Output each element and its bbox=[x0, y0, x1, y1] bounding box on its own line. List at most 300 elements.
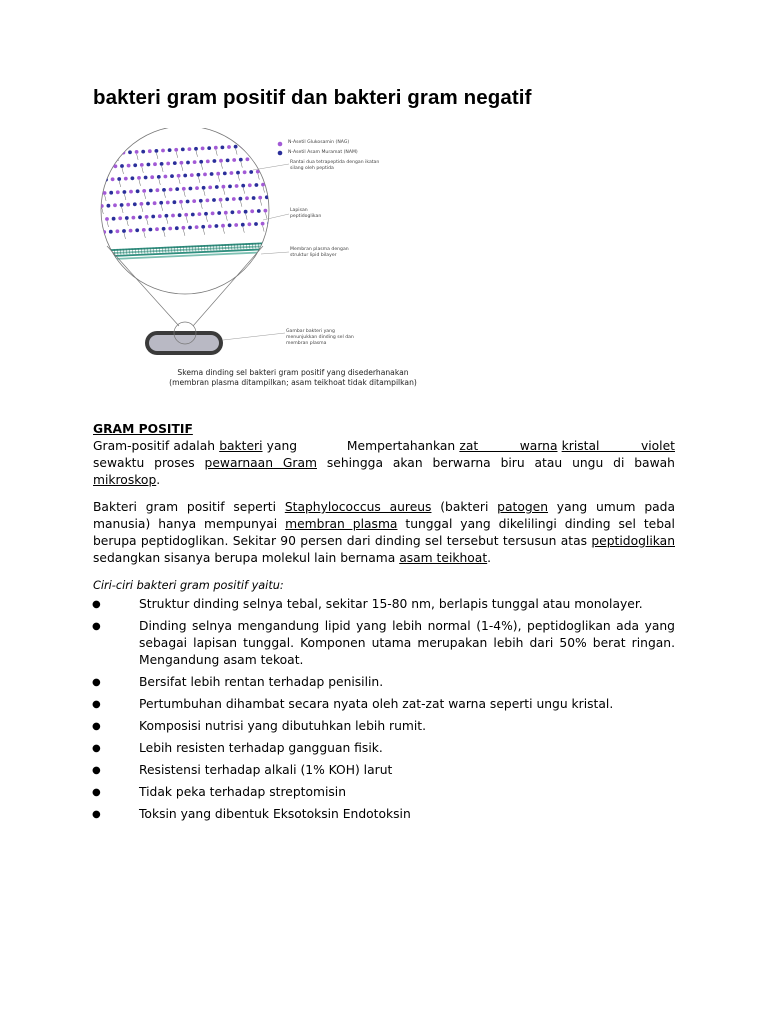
bullet-dot: ● bbox=[92, 765, 101, 776]
peptide-crosslink bbox=[223, 189, 225, 195]
sugar-unit bbox=[158, 214, 162, 218]
sugar-unit bbox=[247, 144, 251, 148]
p2-text-g: tunggal yang dikelilingi dinding sel tebal berupa peptidoglikan. Sekitar 90 persen dari dinding sel tersebut tersusun atas bbox=[93, 517, 675, 548]
sugar-unit bbox=[148, 149, 152, 153]
sugar-unit bbox=[113, 203, 117, 207]
sugar-unit bbox=[217, 211, 221, 215]
legend-rantai-label-1: Rantai dua tetrapeptida dengan ikatan bbox=[290, 160, 380, 165]
sugar-unit bbox=[221, 224, 225, 228]
cell-wall-figure bbox=[93, 128, 433, 396]
sugar-unit bbox=[155, 227, 159, 231]
sugar-unit bbox=[264, 209, 268, 213]
sugar-unit bbox=[157, 175, 161, 179]
list-item bbox=[93, 596, 675, 613]
sugar-unit bbox=[213, 159, 217, 163]
peptide-crosslink bbox=[246, 214, 248, 220]
peptide-crosslink bbox=[102, 169, 104, 175]
nam-legend-marker bbox=[278, 151, 283, 156]
membran-label-1: Membran plasma dengan bbox=[290, 247, 349, 252]
sugar-unit bbox=[117, 177, 121, 181]
list-item bbox=[93, 784, 675, 801]
sugar-unit bbox=[219, 198, 223, 202]
sugar-unit bbox=[183, 174, 187, 178]
peptide-crosslink bbox=[184, 191, 186, 197]
peptide-crosslink bbox=[144, 232, 146, 238]
sugar-unit bbox=[252, 196, 256, 200]
article-content bbox=[93, 421, 675, 828]
sugar-unit bbox=[149, 228, 153, 232]
peptide-crosslink bbox=[240, 201, 242, 207]
sugar-unit bbox=[263, 169, 267, 173]
sugar-unit bbox=[241, 184, 245, 188]
sugar-unit bbox=[188, 147, 192, 151]
sugar-unit bbox=[194, 147, 198, 151]
sugar-unit bbox=[129, 229, 133, 233]
list-item bbox=[93, 618, 675, 669]
peptide-crosslink bbox=[216, 150, 218, 156]
bacterium-inner bbox=[149, 335, 219, 351]
peptide-crosslink bbox=[124, 194, 126, 200]
sugar-unit bbox=[231, 210, 235, 214]
sugar-unit bbox=[258, 196, 262, 200]
sugar-unit bbox=[208, 186, 212, 190]
sugar-unit bbox=[224, 211, 228, 215]
sugar-unit bbox=[146, 202, 150, 206]
sugar-unit bbox=[239, 197, 243, 201]
peptide-crosslink bbox=[196, 151, 198, 157]
sugar-unit bbox=[201, 225, 205, 229]
sugar-unit bbox=[112, 217, 116, 221]
peptide-crosslink bbox=[243, 227, 245, 233]
sugar-unit bbox=[260, 143, 264, 147]
peptide-crosslink bbox=[223, 228, 225, 234]
section-heading: GRAM POSITIF bbox=[93, 422, 193, 436]
sugar-unit bbox=[144, 176, 148, 180]
peptide-crosslink bbox=[206, 216, 208, 222]
sugar-unit bbox=[219, 159, 223, 163]
sugar-unit bbox=[161, 149, 165, 153]
lipid-tail bbox=[105, 250, 106, 256]
sugar-unit bbox=[159, 201, 163, 205]
peptide-crosslink bbox=[203, 229, 205, 235]
sugar-unit bbox=[162, 227, 166, 231]
list-item bbox=[93, 762, 675, 779]
peptide-crosslink bbox=[144, 193, 146, 199]
list-item-text: Bersifat lebih rentan terhadap penisilin. bbox=[139, 675, 384, 689]
sugar-unit bbox=[138, 215, 142, 219]
peptide-crosslink bbox=[122, 207, 124, 213]
sugar-unit bbox=[216, 172, 220, 176]
sugar-unit bbox=[197, 173, 201, 177]
sugar-unit bbox=[171, 214, 175, 218]
p1-text-k: . bbox=[156, 473, 161, 487]
pointer-line-rantai bbox=[253, 164, 289, 170]
sugar-unit bbox=[132, 216, 136, 220]
zoom-line-right bbox=[193, 246, 263, 326]
p1-text-a: Gram-positif adalah bbox=[93, 439, 220, 453]
sugar-unit bbox=[135, 228, 139, 232]
pointer-line-gambar bbox=[223, 333, 285, 340]
sugar-unit bbox=[232, 197, 236, 201]
legend-nag-label: N-Asetil Glukosamin (NAG) bbox=[288, 140, 350, 145]
sugar-unit bbox=[124, 177, 128, 181]
sugar-unit bbox=[177, 174, 181, 178]
paragraph-structure bbox=[93, 499, 675, 567]
sugar-unit bbox=[207, 146, 211, 150]
sugar-unit bbox=[199, 199, 203, 203]
link-patogen[interactable]: patogen bbox=[497, 500, 549, 514]
sugar-unit bbox=[153, 162, 157, 166]
sugar-unit bbox=[116, 229, 120, 233]
link-staphylococcus-aureus[interactable]: Staphylococcus aureus bbox=[284, 500, 432, 514]
peptide-crosslink bbox=[204, 190, 206, 196]
peptide-crosslink bbox=[263, 187, 265, 193]
sugar-unit bbox=[122, 229, 126, 233]
sugar-unit bbox=[175, 226, 179, 230]
peptide-crosslink bbox=[166, 218, 168, 224]
sugar-unit bbox=[107, 204, 111, 208]
sugar-unit bbox=[244, 210, 248, 214]
sugar-unit bbox=[140, 202, 144, 206]
sugar-unit bbox=[151, 215, 155, 219]
lipid-tail bbox=[108, 249, 109, 255]
sugar-unit bbox=[199, 160, 203, 164]
sugar-unit bbox=[165, 214, 169, 218]
bullet-dot: ● bbox=[92, 599, 101, 610]
nag-legend-marker bbox=[278, 142, 283, 147]
sugar-unit bbox=[195, 186, 199, 190]
p2-text-i: sedangkan sisanya berupa molekul lain bernama bbox=[93, 551, 400, 565]
link-pewarnaan-gram[interactable]: pewarnaan Gram bbox=[204, 456, 317, 470]
sugar-unit bbox=[173, 161, 177, 165]
sugar-unit bbox=[237, 210, 241, 214]
link-bakteri[interactable]: bakteri bbox=[219, 439, 263, 453]
p2-text-a: Bakteri gram positif seperti bbox=[93, 500, 285, 514]
list-item-text: Lebih resisten terhadap gangguan fisik. bbox=[139, 741, 383, 755]
sugar-unit bbox=[109, 191, 113, 195]
gambar-label-3: membran plasma bbox=[286, 341, 327, 346]
sugar-unit bbox=[245, 196, 249, 200]
sugar-unit bbox=[249, 170, 253, 174]
sugar-unit bbox=[190, 173, 194, 177]
sugar-unit bbox=[137, 176, 141, 180]
sugar-unit bbox=[230, 171, 234, 175]
peptide-crosslink bbox=[218, 176, 220, 182]
gambar-label-1: Gambar bakteri yang bbox=[286, 329, 335, 334]
sugar-unit bbox=[173, 200, 177, 204]
sugar-unit bbox=[120, 203, 124, 207]
sugar-unit bbox=[179, 200, 183, 204]
magnified-circle bbox=[101, 128, 269, 294]
sugar-unit bbox=[136, 189, 140, 193]
sugar-unit bbox=[215, 224, 219, 228]
sugar-unit bbox=[133, 202, 137, 206]
peptide-crosslink bbox=[139, 180, 141, 186]
sugar-unit bbox=[128, 150, 132, 154]
lipid-tail bbox=[96, 250, 97, 256]
sugar-unit bbox=[259, 157, 263, 161]
peptide-crosslink bbox=[156, 153, 158, 159]
lipid-tail bbox=[93, 250, 94, 256]
list-item bbox=[93, 718, 675, 735]
peptide-crosslink bbox=[147, 219, 149, 225]
sugar-unit bbox=[115, 151, 119, 155]
peptide-crosslink bbox=[241, 162, 243, 168]
sugar-unit bbox=[108, 151, 112, 155]
sugar-unit bbox=[166, 201, 170, 205]
peptide-crosslink bbox=[201, 203, 203, 209]
lipid-tail bbox=[102, 250, 103, 256]
sugar-unit bbox=[174, 148, 178, 152]
peptide-crosslink bbox=[226, 215, 228, 221]
sugar-unit bbox=[120, 164, 124, 168]
link-asam-teikhoat[interactable]: asam teikhoat bbox=[399, 551, 488, 565]
sugar-unit bbox=[166, 162, 170, 166]
sugar-unit bbox=[164, 175, 168, 179]
sugar-unit bbox=[95, 152, 99, 156]
sugar-unit bbox=[131, 176, 135, 180]
sugar-unit bbox=[170, 174, 174, 178]
peptide-crosslink bbox=[261, 161, 263, 167]
sugar-unit bbox=[222, 185, 226, 189]
sugar-unit bbox=[236, 171, 240, 175]
sugar-unit bbox=[135, 150, 139, 154]
peptide-crosslink bbox=[221, 163, 223, 169]
sugar-unit bbox=[186, 200, 190, 204]
sugar-unit bbox=[189, 187, 193, 191]
sugar-unit bbox=[140, 163, 144, 167]
list-item-text: Resistensi terhadap alkali (1% KOH) larut bbox=[139, 763, 393, 777]
sugar-unit bbox=[254, 144, 258, 148]
p1-text-c: yang Mempertahankan bbox=[262, 439, 460, 453]
peptide-crosslink bbox=[201, 164, 203, 170]
sugar-unit bbox=[246, 157, 250, 161]
peptide-crosslink bbox=[176, 152, 178, 158]
sugar-unit bbox=[250, 209, 254, 213]
sugar-unit bbox=[240, 144, 244, 148]
sugar-unit bbox=[235, 184, 239, 188]
sugar-unit bbox=[107, 165, 111, 169]
peptide-crosslink bbox=[99, 182, 101, 188]
sugar-unit bbox=[228, 185, 232, 189]
lipid-tail bbox=[270, 242, 271, 248]
p1-text-g: sewaktu proses bbox=[93, 456, 205, 470]
sugar-unit bbox=[232, 158, 236, 162]
sugar-unit bbox=[118, 216, 122, 220]
figure-caption bbox=[153, 368, 433, 388]
sugar-unit bbox=[195, 225, 199, 229]
sugar-unit bbox=[226, 159, 230, 163]
peptide-crosslink bbox=[263, 226, 265, 232]
sugar-unit bbox=[268, 182, 272, 186]
bullet-dot: ● bbox=[92, 677, 101, 688]
peptide-crosslink bbox=[127, 220, 129, 226]
sugar-unit bbox=[257, 209, 261, 213]
sugar-unit bbox=[116, 190, 120, 194]
sugar-unit bbox=[180, 161, 184, 165]
pointer-line-lapisan bbox=[263, 214, 289, 220]
sugar-unit bbox=[111, 177, 115, 181]
sugar-unit bbox=[255, 183, 259, 187]
figure-caption-line-2: (membran plasma ditampilkan; asam teikhoat tidak ditampilkan) bbox=[169, 378, 417, 387]
sugar-unit bbox=[192, 199, 196, 203]
sugar-unit bbox=[214, 146, 218, 150]
sugar-unit bbox=[193, 160, 197, 164]
p2-text-c: (bakteri bbox=[431, 500, 498, 514]
bullet-dot: ● bbox=[92, 699, 101, 710]
sugar-unit bbox=[182, 226, 186, 230]
sugar-unit bbox=[225, 197, 229, 201]
peptide-crosslink bbox=[181, 204, 183, 210]
sugar-unit bbox=[234, 145, 238, 149]
sugar-unit bbox=[227, 145, 231, 149]
sugar-unit bbox=[254, 222, 258, 226]
sugar-unit bbox=[252, 157, 256, 161]
link-kristal-violet[interactable]: kristal violet bbox=[561, 439, 675, 453]
sugar-unit bbox=[169, 188, 173, 192]
peptidoglycan-layers bbox=[95, 143, 274, 240]
paragraph-definition bbox=[93, 438, 675, 489]
lipid-tail bbox=[264, 243, 265, 249]
gambar-label-2: menunjukkan dinding sel dan bbox=[286, 335, 354, 340]
lipid-tail bbox=[267, 242, 268, 248]
list-item bbox=[93, 806, 675, 823]
sugar-unit bbox=[127, 164, 131, 168]
peptide-crosslink bbox=[102, 208, 104, 214]
list-item-text: Tidak peka terhadap streptomisin bbox=[139, 785, 346, 799]
sugar-unit bbox=[248, 183, 252, 187]
peptide-crosslink bbox=[265, 213, 267, 219]
peptide-crosslink bbox=[97, 156, 99, 162]
list-item bbox=[93, 674, 675, 691]
sugar-unit bbox=[223, 172, 227, 176]
peptide-crosslink bbox=[124, 233, 126, 239]
sugar-unit bbox=[261, 222, 265, 226]
sugar-unit bbox=[98, 178, 102, 182]
sugar-unit bbox=[147, 163, 151, 167]
sugar-unit bbox=[212, 198, 216, 202]
sugar-unit bbox=[234, 223, 238, 227]
sugar-unit bbox=[153, 201, 157, 205]
sugar-unit bbox=[265, 156, 269, 160]
peptide-crosslink bbox=[255, 148, 257, 154]
sugar-unit bbox=[188, 226, 192, 230]
page-title: bakteri gram positif dan bakteri gram negatif bbox=[93, 86, 532, 109]
link-zat-warna[interactable]: zat warna bbox=[459, 439, 558, 453]
sugar-unit bbox=[141, 150, 145, 154]
lapisan-label-2: peptidoglikan bbox=[290, 214, 322, 219]
link-mikroskop[interactable]: mikroskop bbox=[93, 473, 157, 487]
sugar-unit bbox=[241, 223, 245, 227]
list-item bbox=[93, 696, 675, 713]
peptide-crosslink bbox=[122, 168, 124, 174]
legend-nam-label: N-Asetil Asam Muramat (NAM) bbox=[288, 150, 358, 155]
bullet-dot: ● bbox=[92, 721, 101, 732]
sugar-unit bbox=[168, 148, 172, 152]
sugar-unit bbox=[175, 187, 179, 191]
list-item-text: Struktur dinding selnya tebal, sekitar 15-80 nm, berlapis tunggal atau monolayer. bbox=[139, 597, 643, 611]
sugar-unit bbox=[142, 189, 146, 193]
peptide-crosslink bbox=[236, 149, 238, 155]
peptide-crosslink bbox=[186, 217, 188, 223]
sugar-unit bbox=[103, 191, 107, 195]
sugar-unit bbox=[102, 152, 106, 156]
cell-wall-diagram bbox=[93, 128, 433, 396]
lipid-tail bbox=[99, 250, 100, 256]
sugar-unit bbox=[228, 223, 232, 227]
sugar-unit bbox=[221, 146, 225, 150]
sugar-unit bbox=[145, 215, 149, 219]
peptide-crosslink bbox=[181, 165, 183, 171]
list-item-text: Komposisi nutrisi yang dibutuhkan lebih rumit. bbox=[139, 719, 427, 733]
sugar-unit bbox=[155, 149, 159, 153]
bullet-dot: ● bbox=[92, 621, 101, 632]
sugar-unit bbox=[211, 212, 215, 216]
p1-text-i: sehingga akan berwarna biru atau ungu di bawah bbox=[316, 456, 675, 470]
peptide-crosslink bbox=[198, 177, 200, 183]
peptide-crosslink bbox=[164, 231, 166, 237]
bullet-dot: ● bbox=[92, 787, 101, 798]
peptide-crosslink bbox=[141, 206, 143, 212]
sugar-unit bbox=[215, 185, 219, 189]
sugar-unit bbox=[202, 186, 206, 190]
pointer-line-membran bbox=[261, 252, 289, 254]
figure-caption-line-1: Skema dinding sel bakteri gram positif yang disederhanakan bbox=[177, 368, 409, 377]
sugar-unit bbox=[125, 216, 129, 220]
membran-label-2: struktur lipid bilayer bbox=[290, 253, 337, 258]
sugar-unit bbox=[149, 189, 153, 193]
sugar-unit bbox=[203, 173, 207, 177]
sugar-unit bbox=[206, 199, 210, 203]
peptide-crosslink bbox=[243, 188, 245, 194]
legend-rantai-label-2: silang oleh peptida bbox=[290, 166, 334, 171]
peptide-crosslink bbox=[258, 174, 260, 180]
sugar-unit bbox=[239, 158, 243, 162]
sugar-unit bbox=[208, 225, 212, 229]
sugar-unit bbox=[105, 217, 109, 221]
sugar-unit bbox=[184, 213, 188, 217]
list-item bbox=[93, 740, 675, 757]
sugar-unit bbox=[126, 203, 130, 207]
p2-text-k: . bbox=[487, 551, 492, 565]
ciri-label: Ciri-ciri bakteri gram positif yaitu: bbox=[93, 579, 284, 592]
link-membran-plasma[interactable]: membran plasma bbox=[285, 517, 398, 531]
lapisan-label-1: Lapisan bbox=[290, 208, 308, 213]
sugar-unit bbox=[248, 222, 252, 226]
sugar-unit bbox=[123, 190, 127, 194]
sugar-unit bbox=[182, 187, 186, 191]
peptide-crosslink bbox=[260, 200, 262, 206]
link-peptidoglikan[interactable]: peptidoglikan bbox=[591, 534, 675, 548]
sugar-unit bbox=[243, 170, 247, 174]
sugar-unit bbox=[142, 228, 146, 232]
peptide-crosslink bbox=[137, 154, 139, 160]
peptide-crosslink bbox=[221, 202, 223, 208]
list-item-text: Pertumbuhan dihambat secara nyata oleh zat-zat warna seperti ungu kristal. bbox=[139, 697, 614, 711]
sugar-unit bbox=[210, 172, 214, 176]
peptide-crosslink bbox=[164, 192, 166, 198]
peptide-crosslink bbox=[183, 230, 185, 236]
sugar-unit bbox=[181, 148, 185, 152]
sugar-unit bbox=[201, 147, 205, 151]
sugar-unit bbox=[133, 163, 137, 167]
sugar-unit bbox=[150, 175, 154, 179]
peptide-crosslink bbox=[119, 181, 121, 187]
p2-text-e: yang umum pada manusia) hanya mempunyai bbox=[93, 500, 675, 531]
ciri-list bbox=[93, 596, 675, 823]
sugar-unit bbox=[198, 212, 202, 216]
sugar-unit bbox=[178, 213, 182, 217]
